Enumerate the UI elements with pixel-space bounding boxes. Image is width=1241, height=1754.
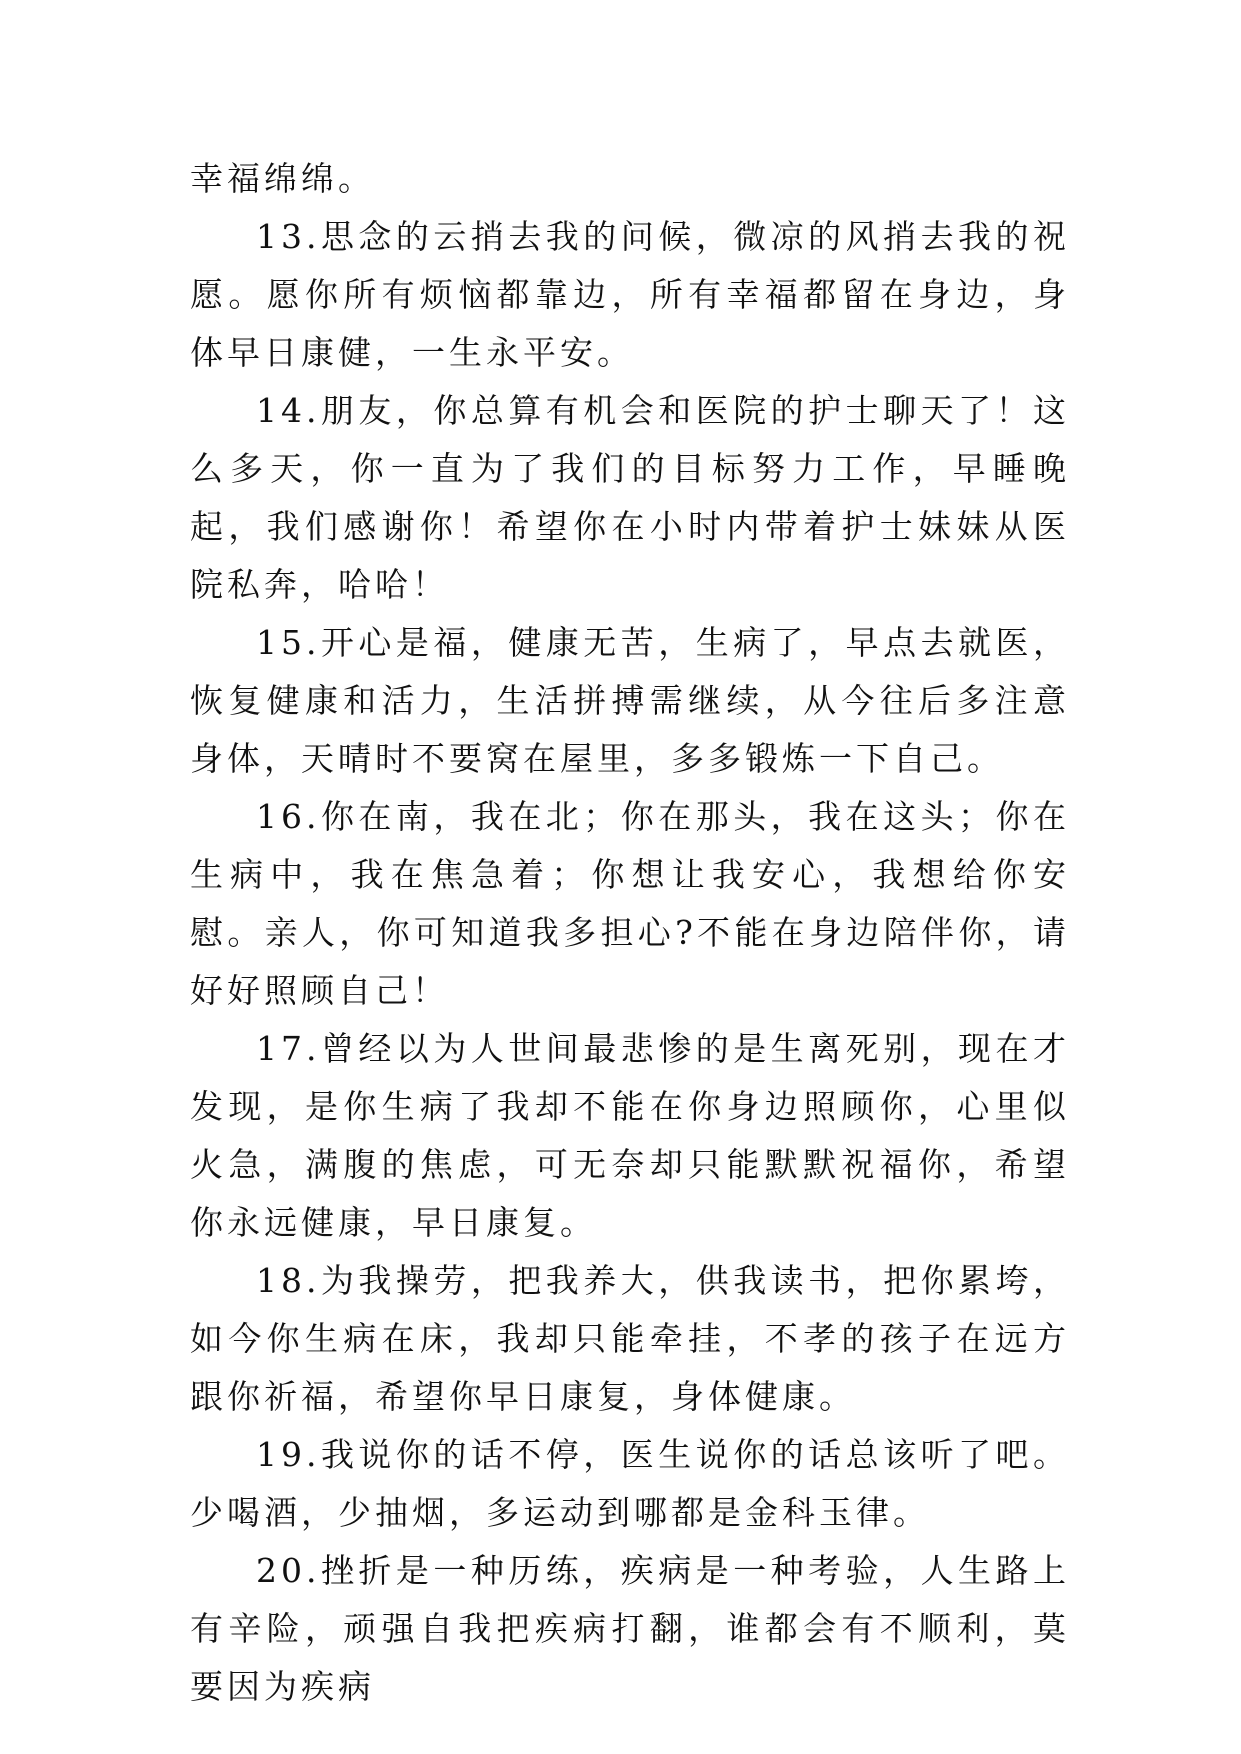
paragraph-continuation: 幸福绵绵。 xyxy=(190,159,375,198)
body-text xyxy=(190,150,1070,1716)
paragraph-17: 17.曾经以为人世间最悲惨的是生离死别，现在才发现，是你生病了我却不能在你身边照顾你，心里似火急，满腹的焦虑，可无奈却只能默默祝福你，希望你永远健康，早日康复。 xyxy=(190,1029,1070,1242)
paragraph-18: 18.为我操劳，把我养大，供我读书，把你累垮，如今你生病在床，我却只能牵挂，不孝的孩子在远方跟你祈福，希望你早日康复，身体健康。 xyxy=(190,1261,1070,1416)
paragraph-16: 16.你在南，我在北；你在那头，我在这头；你在生病中，我在焦急着；你想让我安心，我想给你安慰。亲人，你可知道我多担心?不能在身边陪伴你，请好好照顾自己！ xyxy=(190,797,1070,1010)
paragraph-15: 15.开心是福，健康无苦，生病了，早点去就医，恢复健康和活力，生活拼搏需继续，从今往后多注意身体，天晴时不要窝在屋里，多多锻炼一下自己。 xyxy=(190,623,1070,778)
paragraph-19: 19.我说你的话不停，医生说你的话总该听了吧。少喝酒，少抽烟，多运动到哪都是金科玉律。 xyxy=(190,1435,1070,1532)
paragraph-13: 13.思念的云捎去我的问候，微凉的风捎去我的祝愿。愿你所有烦恼都靠边，所有幸福都留在身边，身体早日康健，一生永平安。 xyxy=(190,217,1070,372)
paragraph-20: 20.挫折是一种历练，疾病是一种考验，人生路上有辛险，顽强自我把疾病打翻，谁都会有不顺利，莫要因为疾病 xyxy=(190,1551,1070,1706)
paragraph-14: 14.朋友，你总算有机会和医院的护士聊天了！这么多天，你一直为了我们的目标努力工作，早睡晚起，我们感谢你！希望你在小时内带着护士妹妹从医院私奔，哈哈！ xyxy=(190,391,1070,604)
